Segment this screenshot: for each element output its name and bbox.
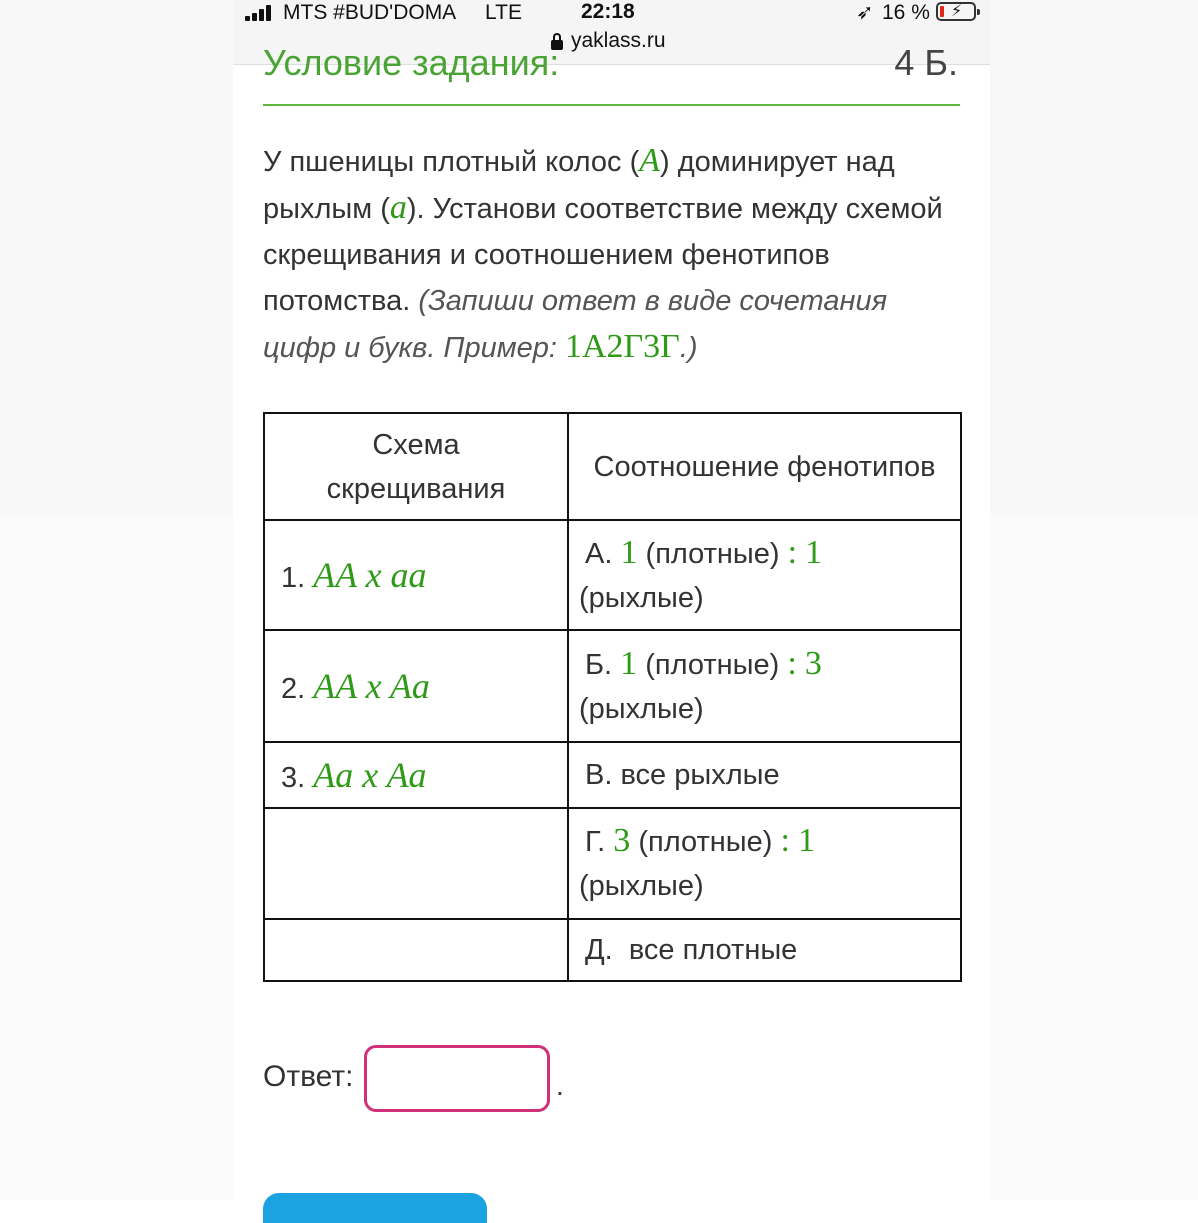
task-title: Условие задания: [263,42,560,83]
cross-formula: AA x aa [313,555,427,595]
task-text-part: ) доминирует над рыхлым ( [263,146,895,225]
table-row [264,808,961,919]
battery-percent: 16 % [882,1,930,24]
submit-button[interactable] [263,1193,487,1223]
clock: 22:18 [581,0,635,23]
ratio-d: Д. все плотные [568,919,961,981]
ratio-v: В. все рыхлые [568,742,961,808]
cross-formula: AA x Aa [313,666,430,706]
cross-2: 2. AA x Aa [264,630,568,742]
dominant-symbol: A [639,142,661,179]
background-right [990,0,1198,1200]
table-row [264,630,961,742]
cross-1: 1. AA x aa [264,520,568,630]
recessive-symbol: a [389,189,407,226]
answer-hint: (Запиши ответ в виде сочетания цифр и букв. Пример: [263,285,888,364]
background-left [0,0,233,1200]
task-header [263,42,960,106]
ratio-g: Г. 3 (плотные) : 1 (рыхлые) [568,808,961,919]
task-text [263,138,963,371]
ratio-b: Б. 1 (плотные) : 3 (рыхлые) [568,630,961,742]
signal-icon [245,5,277,21]
task-points: 4 Б. [894,42,958,83]
url-field[interactable]: yaklass.ru [571,29,666,52]
task-text-part: ). Установи соответствие между схемой скрещивания и соотношением фенотипов потомства. [263,193,943,317]
header-phenotype-ratio: Соотношение фенотипов [568,413,961,520]
table-header-row [264,413,961,520]
answer-label: Ответ: [263,1060,354,1093]
answer-input[interactable] [364,1045,550,1112]
empty-cell [264,808,568,919]
header-cross-scheme: Схема скрещивания [264,413,568,520]
table-row [264,520,961,630]
network-type: LTE [485,1,522,24]
empty-cell [264,919,568,981]
task-text-part: У пшеницы плотный колос ( [263,146,640,178]
table-row [264,742,961,808]
table-row [264,919,961,981]
cross-formula: Aa x Aa [313,755,427,795]
answer-hint-end: .) [679,332,698,364]
battery-icon: ⚡ [936,2,976,21]
location-arrow-icon: ➶ [856,1,874,24]
ratio-a: А. 1 (плотные) : 1 (рыхлые) [568,520,961,630]
answer-suffix: . [556,1070,564,1101]
matching-table [263,412,962,982]
example-answer: 1А2Г3Г [564,328,680,365]
phone-screen [233,0,990,1200]
cross-3: 3. Aa x Aa [264,742,568,808]
carrier-name: MTS #BUD'DOMA [283,1,457,24]
